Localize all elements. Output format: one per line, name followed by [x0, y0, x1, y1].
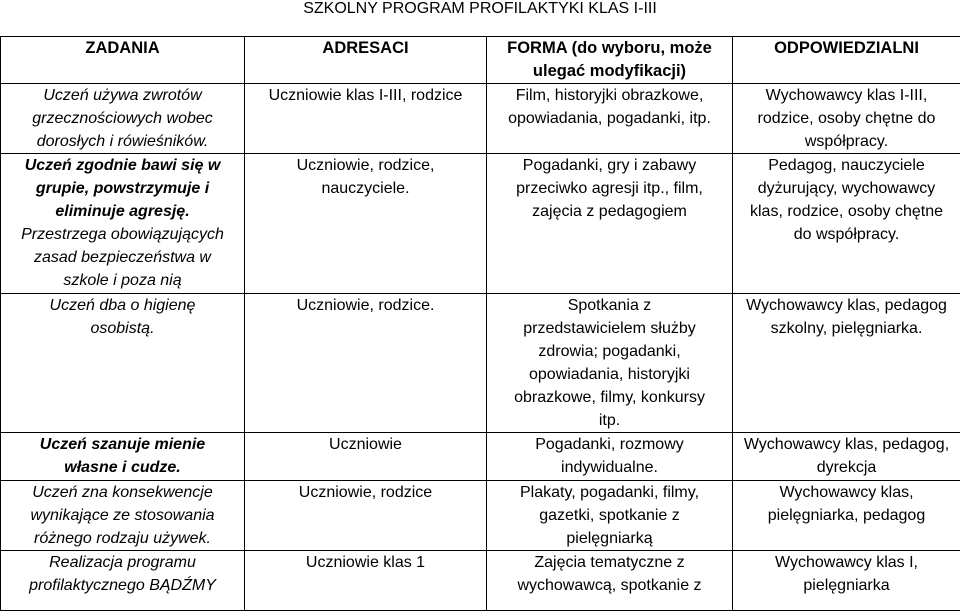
addressees-cell: Uczniowie klas 1 — [245, 551, 487, 611]
header-responsible: ODPOWIEDZIALNI — [733, 37, 960, 84]
task-cell: Uczeń używa zwrotów grzecznościowych wobec dorosłych i rówieśników. — [1, 84, 245, 154]
header-form: FORMA (do wyboru, może ulegać modyfikacji) — [487, 37, 733, 84]
responsible-cell: Wychowawcy klas I-III, rodzice, osoby chętne do współpracy. — [733, 84, 960, 154]
table-row — [1, 84, 960, 154]
addressees-cell: Uczniowie — [245, 433, 487, 481]
task-cell: Uczeń zgodnie bawi się w grupie, powstrzymuje i eliminuje agresję. Przestrzega obowiązujących zasad bezpieczeństwa w szkole i poza nią — [1, 154, 245, 294]
task-cell: Realizacja programu profilaktycznego BĄDŹMY — [1, 551, 245, 611]
document-title: SZKOLNY PROGRAM PROFILAKTYKI KLAS I-III — [0, 0, 960, 24]
task-cell: Uczeń szanuje mienie własne i cudze. — [1, 433, 245, 481]
table-row — [1, 433, 960, 481]
task-cell: Uczeń dba o higienę osobistą. — [1, 294, 245, 433]
responsible-cell: Wychowawcy klas, pedagog szkolny, pielęgniarka. — [733, 294, 960, 433]
addressees-cell: Uczniowie klas I-III, rodzice — [245, 84, 487, 154]
table-row — [1, 481, 960, 551]
form-cell: Film, historyjki obrazkowe, opowiadania, pogadanki, itp. — [487, 84, 733, 154]
task-cell: Uczeń zna konsekwencje wynikające ze stosowania różnego rodzaju używek. — [1, 481, 245, 551]
form-cell: Spotkania z przedstawicielem służby zdrowia; pogadanki, opowiadania, historyjki obrazkowe, filmy, konkursy itp. — [487, 294, 733, 433]
responsible-cell: Wychowawcy klas, pielęgniarka, pedagog — [733, 481, 960, 551]
task-cell-secondary: Przestrzega obowiązujących zasad bezpieczeństwa w szkole i poza nią — [7, 223, 238, 292]
responsible-cell: Pedagog, nauczyciele dyżurujący, wychowawcy klas, rodzice, osoby chętne do współpracy. — [733, 154, 960, 294]
header-row — [1, 37, 960, 84]
program-table — [0, 36, 960, 611]
responsible-cell: Wychowawcy klas I, pielęgniarka — [733, 551, 960, 611]
header-addressees: ADRESACI — [245, 37, 487, 84]
addressees-cell: Uczniowie, rodzice. — [245, 294, 487, 433]
addressees-cell: Uczniowie, rodzice — [245, 481, 487, 551]
responsible-cell: Wychowawcy klas, pedagog, dyrekcja — [733, 433, 960, 481]
form-cell: Pogadanki, rozmowy indywidualne. — [487, 433, 733, 481]
form-cell: Plakaty, pogadanki, filmy, gazetki, spotkanie z pielęgniarką — [487, 481, 733, 551]
table-row — [1, 294, 960, 433]
addressees-cell: Uczniowie, rodzice, nauczyciele. — [245, 154, 487, 294]
form-cell: Pogadanki, gry i zabawy przeciwko agresji itp., film, zajęcia z pedagogiem — [487, 154, 733, 294]
form-cell: Zajęcia tematyczne z wychowawcą, spotkanie z — [487, 551, 733, 611]
header-tasks: ZADANIA — [1, 37, 245, 84]
table-row — [1, 154, 960, 294]
table-row — [1, 551, 960, 611]
